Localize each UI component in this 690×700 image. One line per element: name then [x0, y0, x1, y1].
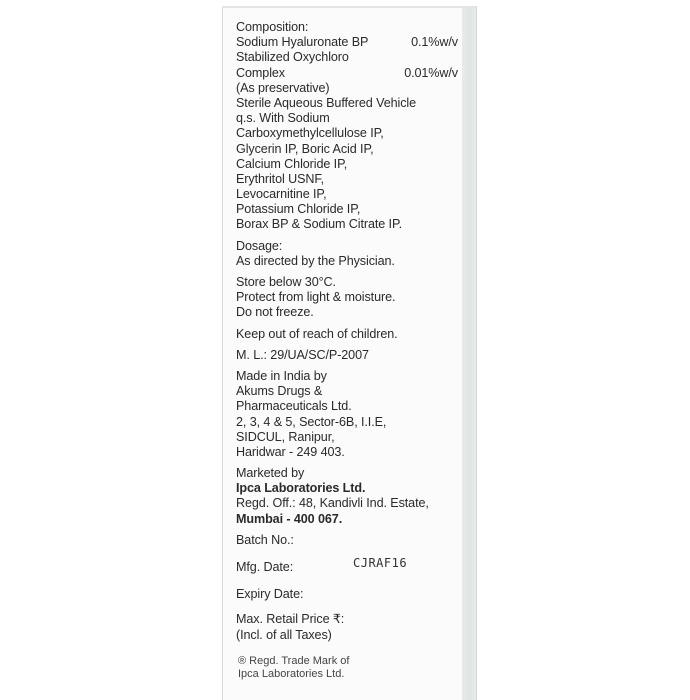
manufacturer-section	[236, 369, 458, 460]
mrp-tax-note: (Incl. of all Taxes)	[236, 627, 332, 642]
storage-line-2: Protect from light & moisture.	[236, 290, 396, 305]
composition-heading: Composition:	[236, 20, 309, 34]
carton-side-flap	[462, 6, 477, 700]
marketer-section	[236, 466, 458, 527]
manufacturing-licence: M. L.: 29/UA/SC/P-2007	[236, 347, 369, 362]
manufacturer-line-4: 2, 3, 4 & 5, Sector-6B, I.I.E,	[236, 414, 387, 429]
manufacturer-line-6: Haridwar - 249 403.	[236, 444, 345, 459]
manufacturer-line-2: Akums Drugs &	[236, 384, 323, 399]
marketer-address: Regd. Off.: 48, Kandivli Ind. Estate,	[236, 496, 429, 511]
child-warning: Keep out of reach of children.	[236, 326, 398, 341]
marketer-city: Mumbai - 400 067.	[236, 511, 343, 526]
dosage-heading: Dosage:	[236, 238, 283, 253]
batch-label: Batch No.:	[236, 532, 294, 547]
storage-line-1: Store below 30°C.	[236, 275, 336, 289]
composition-line-5: Sterile Aqueous Buffered Vehicle	[236, 95, 417, 110]
batch-number-value: CJRAF16	[353, 556, 408, 570]
composition-line-4: (As preservative)	[236, 80, 330, 95]
manufacturer-line-5: SIDCUL, Ranipur,	[236, 429, 335, 444]
trademark-line-1: ® Regd. Trade Mark of	[238, 655, 350, 667]
storage-line-3: Do not freeze.	[236, 305, 314, 320]
composition-line-8: Glycerin IP, Boric Acid IP,	[236, 141, 374, 156]
marketer-company: Ipca Laboratories Ltd.	[236, 481, 366, 496]
ingredient-strength: 0.1%w/v	[411, 35, 458, 50]
dosage-section	[236, 239, 458, 269]
ingredient-name: Sodium Hyaluronate BP	[236, 35, 369, 50]
product-label-text	[236, 20, 458, 643]
dosage-text: As directed by the Physician.	[236, 253, 395, 268]
trademark-notice	[238, 655, 458, 680]
manufacturer-line-3: Pharmaceuticals Ltd.	[236, 399, 352, 414]
mfg-date-label: Mfg. Date:	[236, 560, 294, 574]
storage-section	[236, 275, 458, 321]
composition-section	[236, 20, 458, 233]
carton-top-edge	[222, 6, 476, 8]
ingredient-strength: 0.01%w/v	[404, 65, 458, 80]
marketer-line-1: Marketed by	[236, 466, 305, 481]
composition-line-2: Stabilized Oxychloro	[236, 50, 349, 65]
composition-line-9: Calcium Chloride IP,	[236, 156, 348, 171]
composition-line-1	[236, 35, 458, 50]
composition-line-13: Borax BP & Sodium Citrate IP.	[236, 217, 403, 232]
composition-line-3	[236, 66, 458, 81]
manufacturer-line-1: Made in India by	[236, 368, 327, 383]
composition-line-12: Potassium Chloride IP,	[236, 202, 361, 217]
composition-line-7: Carboxymethylcellulose IP,	[236, 126, 384, 141]
price-section	[236, 612, 458, 642]
mrp-label: Max. Retail Price ₹:	[236, 612, 345, 627]
composition-line-10: Erythritol USNF,	[236, 171, 324, 186]
ingredient-name: Complex	[236, 65, 285, 80]
trademark-line-2: Ipca Laboratories Ltd.	[238, 667, 345, 680]
composition-line-11: Levocarnitine IP,	[236, 187, 327, 202]
composition-line-6: q.s. With Sodium	[236, 111, 330, 126]
expiry-date-label: Expiry Date:	[236, 587, 304, 602]
